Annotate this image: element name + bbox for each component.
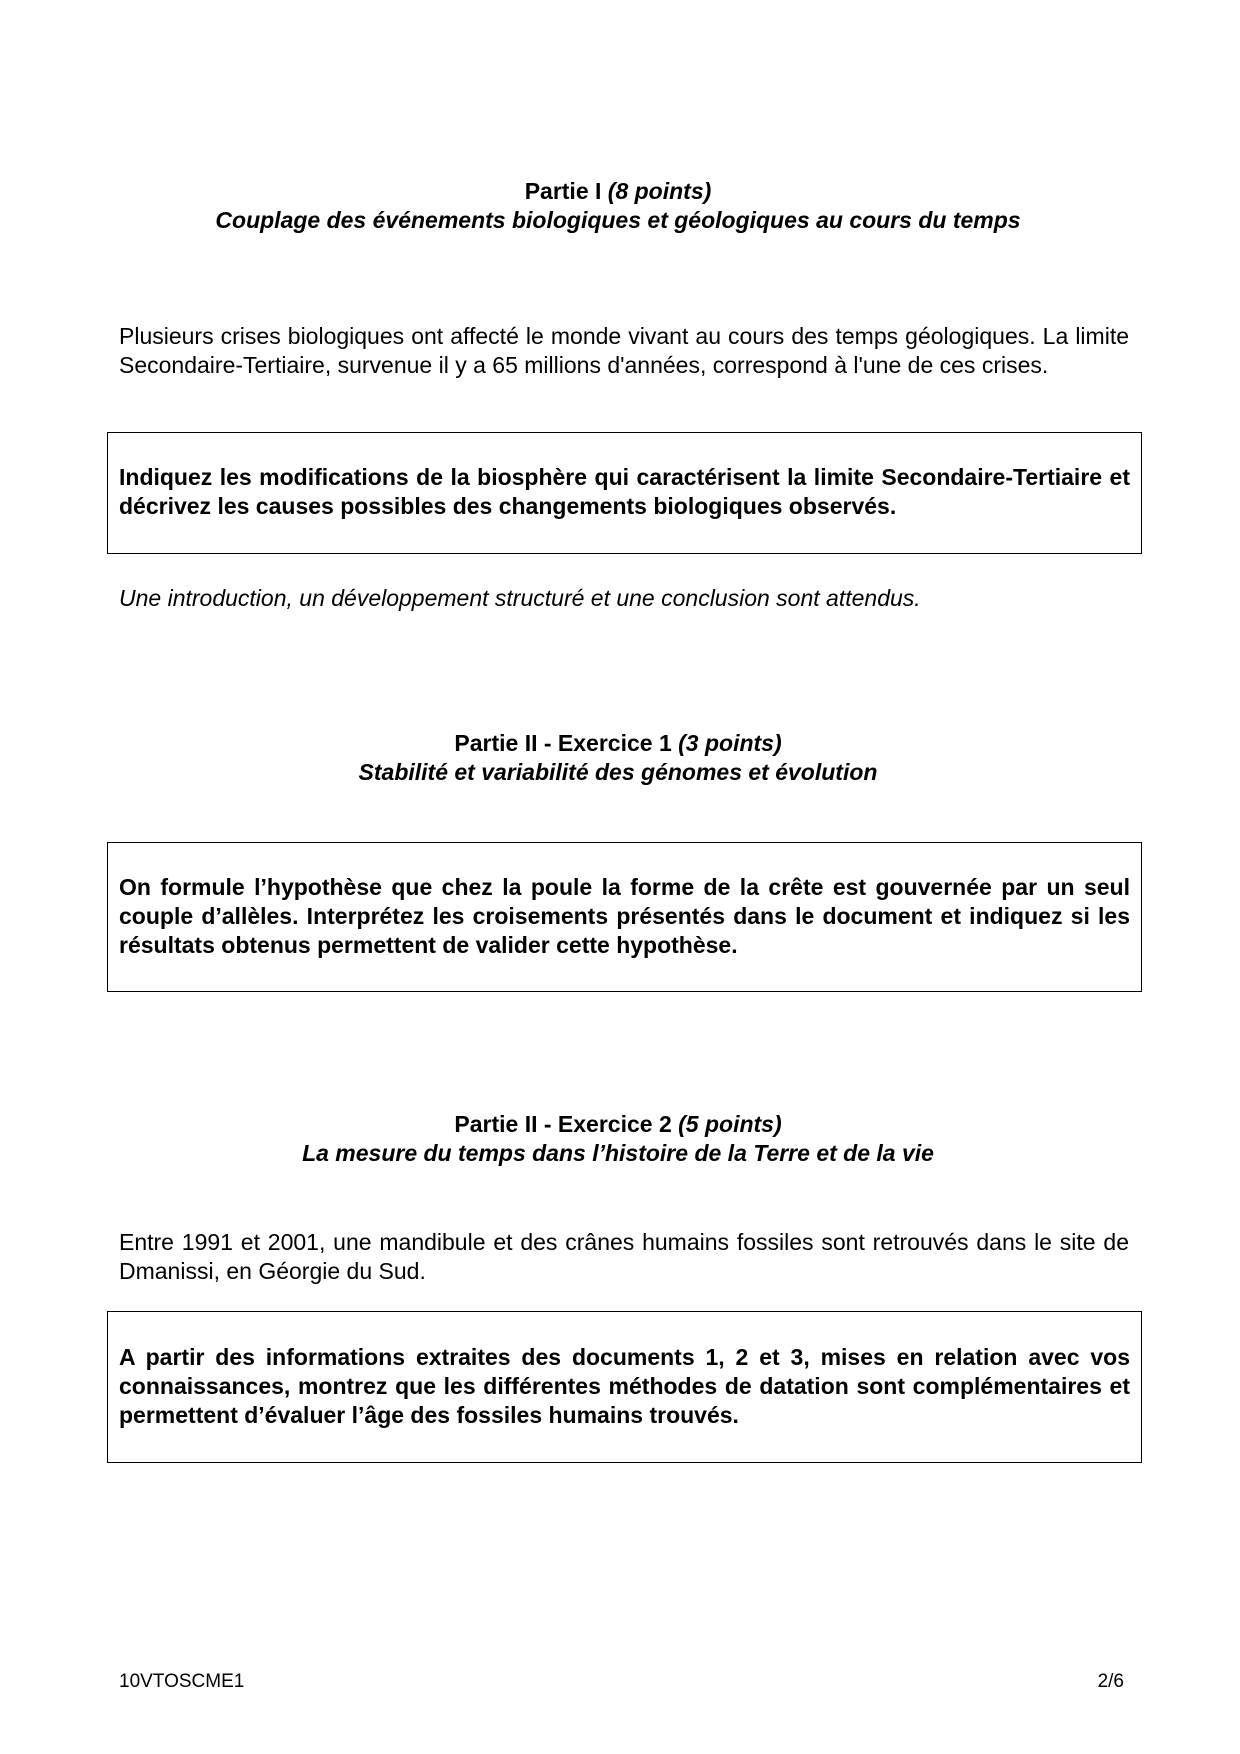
partie1-question: Indiquez les modifications de la biosphère qui caractérisent la limite Secondaire-Tertiaire et décrivez les causes possibles des changements biologiques observés.	[119, 464, 1130, 519]
exercice1-heading	[107, 728, 1129, 758]
exercice1-title: Partie II - Exercice 1	[454, 730, 672, 756]
exercice1-question-box	[107, 842, 1142, 992]
exercice2-heading	[107, 1109, 1129, 1139]
partie1-title: Partie I	[524, 178, 602, 204]
partie1-question-box	[107, 432, 1142, 554]
exercice2-intro: Entre 1991 et 2001, une mandibule et des crânes humains fossiles sont retrouvés dans le site de Dmanissi, en Géorgie du Sud.	[119, 1229, 1129, 1284]
partie1-points: (8 points)	[607, 178, 712, 204]
partie1-instruction: Une introduction, un développement structuré et une conclusion sont attendus.	[119, 585, 921, 611]
partie1-subtitle: Couplage des événements biologiques et géologiques au cours du temps	[215, 207, 1021, 233]
partie1-intro: Plusieurs crises biologiques ont affecté le monde vivant au cours des temps géologiques. La limite Secondaire-Tertiaire, survenue il y a 65 millions d'années, correspond à l'une de ces crises.	[119, 323, 1129, 378]
footer-code: 10VTOSCME1	[119, 1671, 245, 1692]
exercice1-question: On formule l’hypothèse que chez la poule la forme de la crête est gouvernée par un seul couple d’allèles. Interprétez les croisements présentés dans le document et indiquez si les résultats obtenus permettent de valider cette hypothèse.	[119, 874, 1130, 958]
exercice1-subtitle: Stabilité et variabilité des génomes et évolution	[358, 759, 878, 785]
exercice2-points: (5 points)	[678, 1111, 782, 1137]
footer-page-number: 2/6	[1097, 1671, 1124, 1692]
exercice1-points: (3 points)	[678, 730, 782, 756]
exercice2-title: Partie II - Exercice 2	[454, 1111, 672, 1137]
exercice2-subtitle: La mesure du temps dans l’histoire de la Terre et de la vie	[302, 1140, 934, 1166]
partie1-heading	[107, 176, 1129, 206]
exercice2-question: A partir des informations extraites des documents 1, 2 et 3, mises en relation avec vos connaissances, montrez que les différentes méthodes de datation sont complémentaires et permettent d’évaluer l’âge des fossiles humains trouvés.	[119, 1344, 1130, 1428]
exercice2-question-box	[107, 1311, 1142, 1463]
